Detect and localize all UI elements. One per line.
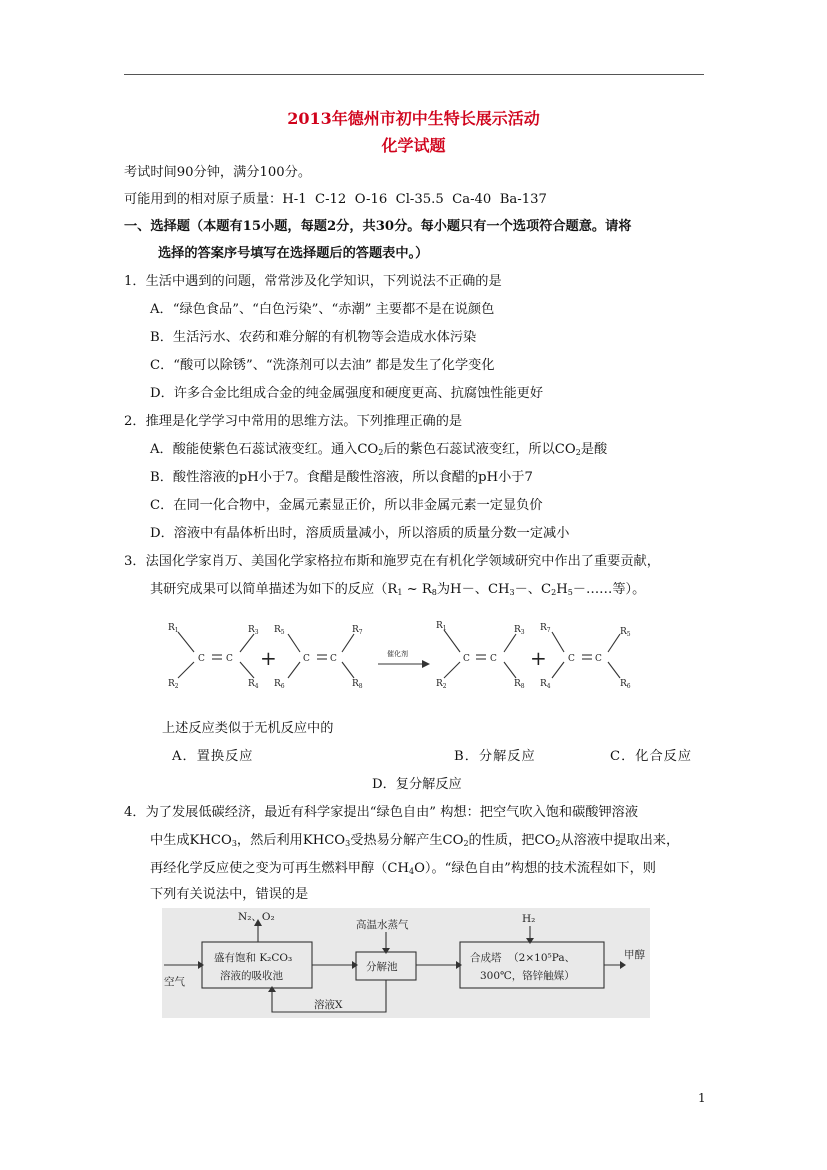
svg-text:R2: $R_2$	[168, 679, 179, 690]
q1-option-d: D．许多合金比组成合金的纯金属强度和硬度更高、抗腐蚀性能更好	[150, 386, 544, 401]
tower-label-line1: 合成塔 （2×10⁵Pa、	[470, 952, 576, 964]
q4-stem-line2: 中生成$KHCO_3$，然后利用$KHCO_3$受热易分解产生$CO_2$的性质，把$CO_2$从溶液中提取出来，	[150, 833, 680, 848]
svg-text:R6: $R_6$	[620, 679, 631, 690]
q4-stem2-c: 受热易分解产生CO	[350, 833, 464, 848]
svg-text:+: +	[260, 646, 277, 670]
svg-text:R1: $R_1$	[436, 621, 447, 632]
svg-text:R7: $R_7$	[352, 625, 363, 636]
q2-option-a: A．酸能使紫色石蕊试液变红。通入$CO_2$后的紫色石蕊试液变红，所以$CO_2$是酸	[150, 442, 608, 457]
q3-option-a: A．置换反应	[172, 749, 254, 764]
q2-a-part1: A．酸能使紫色石蕊试液变红。通入CO	[150, 442, 379, 457]
svg-text:R5: $R_5$	[274, 625, 285, 636]
q4-stem-line4: 下列有关说法中，错误的是	[150, 887, 309, 902]
q1-option-c: C．“酸可以除锈”、“洗涤剂可以去油” 都是发生了化学变化	[150, 358, 495, 373]
q4-stem2-e: 从溶液中提取出来，	[560, 833, 680, 848]
svg-text:R8: $R_8$	[352, 679, 363, 690]
h2-label: H₂	[522, 913, 536, 925]
q3-stem2-e: H	[556, 582, 568, 597]
svg-text:R5: $R_5$	[620, 627, 631, 638]
atomic-mass-label: 可能用到的相对原子质量：	[124, 192, 283, 207]
atomic-mass-line	[124, 191, 547, 208]
q3-stem-line1: 3．法国化学家肖万、美国化学家格拉布斯和施罗克在有机化学领域研究中作出了重要贡献，	[124, 554, 660, 569]
section-heading: 一、选择题（本题有15小题，每题2分，共30分。每小题只有一个选项符合题意。请将	[124, 219, 632, 234]
svg-text:R7: $R_7$	[540, 623, 551, 634]
decomposer-label: 分解池	[366, 961, 398, 973]
absorber-label-line1: 盛有饱和 K₂CO₃	[214, 952, 293, 964]
q4-stem2-b: ，然后利用KHCO	[236, 833, 346, 848]
q2-stem: 2．推理是化学学习中常用的思维方法。下列推理正确的是	[124, 414, 463, 429]
q3-option-b: B．分解反应	[454, 749, 536, 764]
q4-stem3-b: O）。“绿色自由”构想的技术流程如下，则	[414, 861, 656, 876]
q4-stem2-d: 的性质，把CO	[468, 833, 556, 848]
q1-option-a: A．“绿色食品”、“白色污染”、“赤潮” 主要都不是在说颜色	[150, 302, 495, 317]
svg-text:+: +	[530, 646, 547, 670]
svg-text:R1: $R_1$	[168, 623, 179, 634]
tower-label-line2: 300℃，铬锌触媒）	[480, 970, 575, 982]
solution-x-label: 溶液X	[314, 999, 343, 1011]
absorber-label-line2: 溶液的吸收池	[220, 970, 283, 982]
q3-stem2-a: 其研究成果可以简单描述为如下的反应（R	[150, 582, 398, 597]
section-heading-cont: 选择的答案序号填写在选择题后的答题表中。）	[158, 246, 429, 261]
q3-option-c: C．化合反应	[610, 749, 693, 764]
q2-a-part3: 是酸	[580, 442, 608, 457]
document-title: 2013年德州市初中生特长展示活动	[287, 109, 540, 128]
svg-text:R8: $R_8$	[514, 679, 525, 690]
svg-text:R4: $R_4$	[248, 679, 259, 690]
document-subtitle: 化学试题	[381, 136, 446, 155]
q3-stem-line2: 其研究成果可以简单描述为如下的反应（$R_1$ ~ $R_8$为H－、$CH_3-$、$C_2H_5-\dots\dots$等）。	[150, 582, 646, 597]
svg-text:C: C	[198, 654, 205, 664]
q3-stem2-d: －、C	[514, 582, 552, 597]
steam-label: 高温水蒸气	[356, 919, 409, 931]
q3-stem2-b: ~ R	[402, 582, 432, 597]
svg-text:R3: $R_3$	[248, 625, 259, 636]
svg-text:R2: $R_2$	[436, 679, 447, 690]
header-rule	[124, 74, 704, 75]
svg-text:C: C	[303, 654, 310, 664]
q4-stem-line3: 再经化学反应使之变为可再生燃料甲醇$(CH_4O)$。“绿色自由”构想的技术流程如下，则	[150, 861, 656, 876]
q3-stem2-f: －……等）。	[572, 582, 646, 597]
process-flowchart	[162, 908, 650, 1018]
air-label: 空气	[164, 976, 185, 988]
svg-text:C: C	[490, 654, 497, 664]
svg-text:R6: $R_6$	[274, 679, 285, 690]
q4-stem3-a: 再经化学反应使之变为可再生燃料甲醇（CH	[150, 861, 409, 876]
q2-option-c: C．在同一化合物中，金属元素显正价，所以非金属元素一定显负价	[150, 498, 543, 513]
q2-a-part2: 后的紫色石蕊试液变红，所以CO	[383, 442, 576, 457]
svg-text:C: C	[463, 654, 470, 664]
metathesis-reaction-diagram	[160, 618, 660, 696]
svg-text:C: C	[330, 654, 337, 664]
svg-text:C: C	[226, 654, 233, 664]
q4-stem-line1: 4．为了发展低碳经济，最近有科学家提出“绿色自由” 构想：把空气吹入饱和碳酸钾溶液	[124, 805, 638, 820]
q1-stem: 1．生活中遇到的问题，常常涉及化学知识，下列说法不正确的是	[124, 274, 502, 289]
q1-option-b: B．生活污水、农药和难分解的有机物等会造成水体污染	[150, 330, 477, 345]
atomic-mass-values: H-1 C-12 O-16 Cl-35.5 Ca-40 Ba-137	[282, 192, 547, 207]
page-number: 1	[698, 1091, 706, 1105]
q2-option-b: B．酸性溶液的pH小于7。食醋是酸性溶液，所以食醋的pH小于7	[150, 470, 533, 485]
catalyst-label: 催化剂	[387, 650, 408, 658]
q3-lead: 上述反应类似于无机反应中的	[162, 721, 334, 736]
exam-time-info: 考试时间90分钟，满分100分。	[124, 165, 312, 180]
svg-text:C: C	[595, 654, 602, 664]
svg-text:R4: $R_4$	[540, 679, 551, 690]
q4-stem2-a: 中生成KHCO	[150, 833, 232, 848]
svg-text:C: C	[568, 654, 575, 664]
methanol-label: 甲醇	[624, 949, 645, 961]
n2-o2-label: N₂、O₂	[238, 911, 275, 923]
q3-option-d: D．复分解反应	[372, 777, 462, 792]
q3-stem2-c: 为H－、CH	[436, 582, 510, 597]
svg-text:R3: $R_3$	[514, 625, 525, 636]
q2-option-d: D．溶液中有晶体析出时，溶质质量减小，所以溶质的质量分数一定减小	[150, 526, 570, 541]
